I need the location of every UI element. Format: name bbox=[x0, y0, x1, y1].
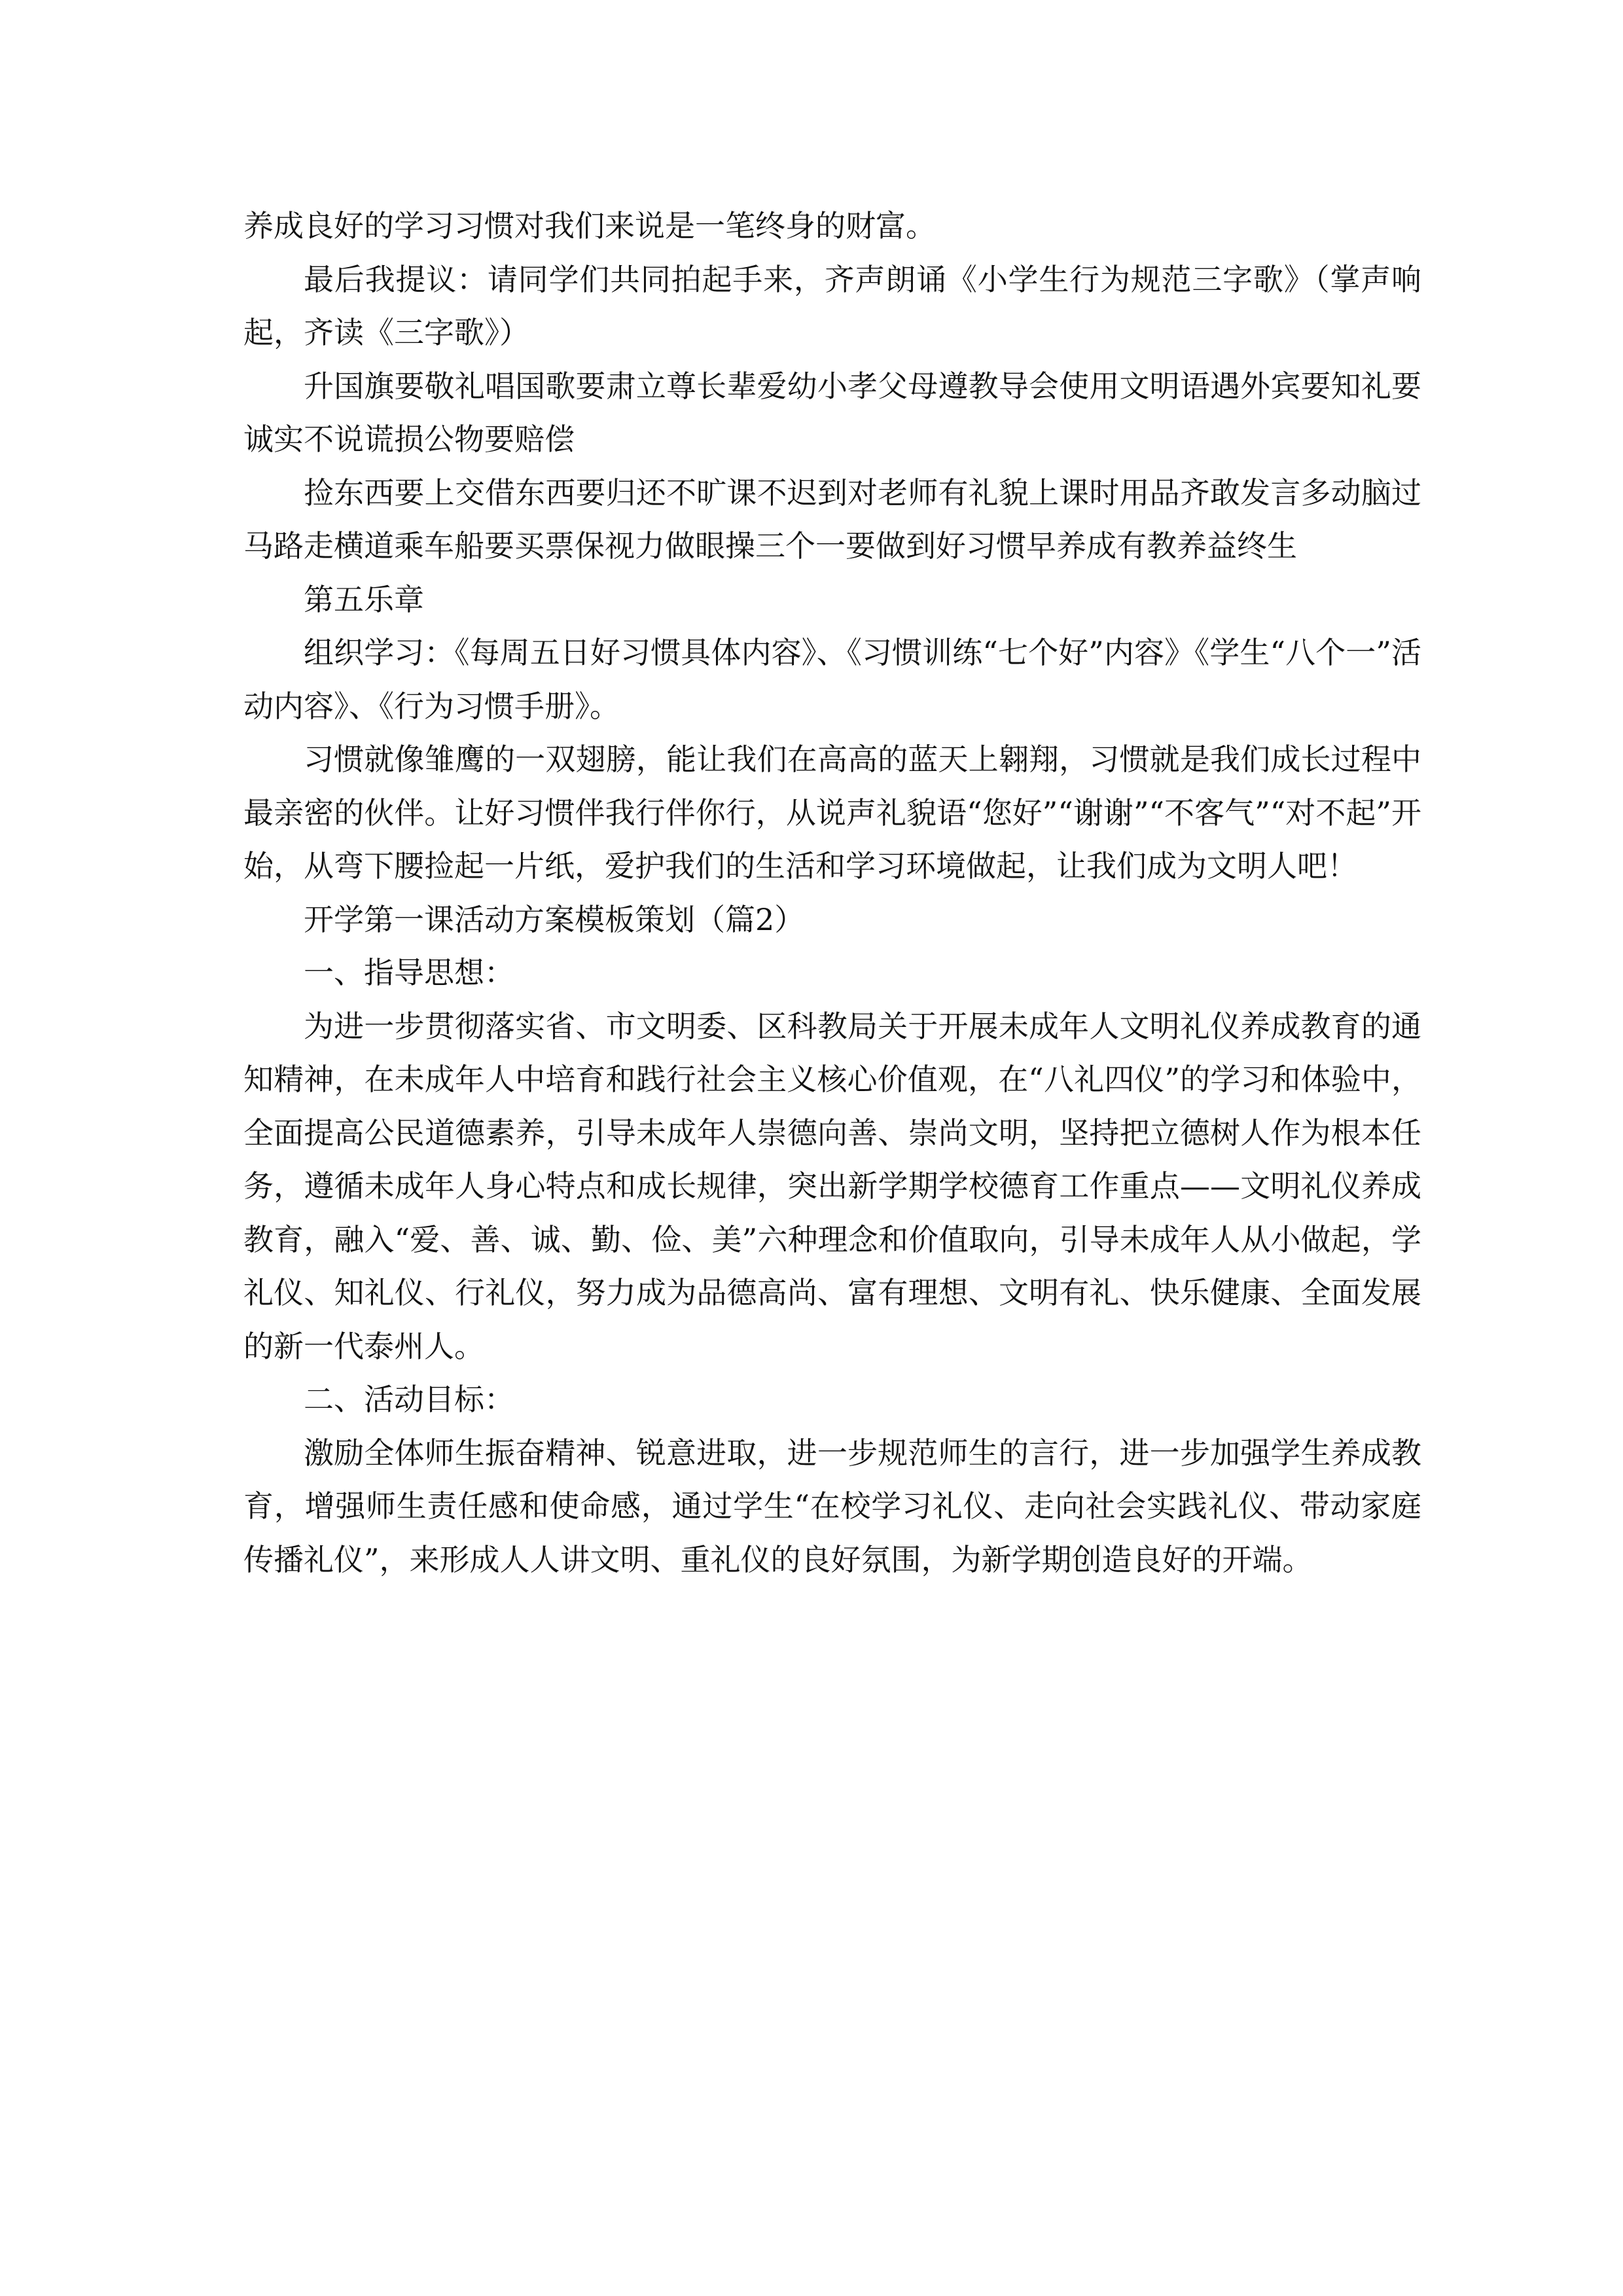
paragraph-4: 捡东西要上交借东西要归还不旷课不迟到对老师有礼貌上课时用品齐敢发言多动脑过马路走横道乘车船要买票保视力做眼操三个一要做到好习惯早养成有教养益终生 bbox=[243, 475, 1421, 564]
paragraph-2: 最后我提议：请同学们共同拍起手来，齐声朗诵《小学生行为规范三字歌》（掌声响起，齐读《三字歌》） bbox=[243, 261, 1421, 350]
heading-guiding-ideology: 一、指导思想： bbox=[304, 955, 514, 990]
section-heading-fifth-movement: 第五乐章 bbox=[304, 581, 424, 617]
document-body bbox=[243, 200, 1421, 1587]
heading-activity-goals: 二、活动目标： bbox=[304, 1382, 514, 1417]
section-title-part-2: 开学第一课活动方案模板策划（篇2） bbox=[304, 901, 805, 937]
paragraph-10: 为进一步贯彻落实省、市文明委、区科教局关于开展未成年人文明礼仪养成教育的通知精神，在未成年人中培育和践行社会主义核心价值观，在“八礼四仪”的学习和体验中，全面提高公民道德素养，引导未成年人崇德向善、崇尚文明，坚持把立德树人作为根本任务，遵循未成年人身心特点和成长规律，突出新学期学校德育工作重点——文明礼仪养成教育，融入“爱、善、诚、勤、俭、美”六种理念和价值取向，引导未成年人从小做起，学礼仪、知礼仪、行礼仪，努力成为品德高尚、富有理想、文明有礼、快乐健康、全面发展的新一代泰州人。 bbox=[243, 1008, 1421, 1364]
paragraph-12: 激励全体师生振奋精神、锐意进取，进一步规范师生的言行，进一步加强学生养成教育，增强师生责任感和使命感，通过学生“在校学习礼仪、走向社会实践礼仪、带动家庭传播礼仪”，来形成人人讲文明、重礼仪的良好氛围，为新学期创造良好的开端。 bbox=[243, 1435, 1421, 1577]
paragraph-6: 组织学习：《每周五日好习惯具体内容》、《习惯训练“七个好”内容》《学生“八个一”活动内容》、《行为习惯手册》。 bbox=[243, 635, 1421, 724]
paragraph-3: 升国旗要敬礼唱国歌要肃立尊长辈爱幼小孝父母遵教导会使用文明语遇外宾要知礼要诚实不说谎损公物要赔偿 bbox=[243, 368, 1421, 457]
paragraph-1: 养成良好的学习习惯对我们来说是一笔终身的财富。 bbox=[243, 208, 936, 243]
paragraph-7: 习惯就像雏鹰的一双翅膀，能让我们在高高的蓝天上翱翔，习惯就是我们成长过程中最亲密的伙伴。让好习惯伴我行伴你行，从说声礼貌语“您好”“谢谢”“不客气”“对不起”开始，从弯下腰捡起一片纸，爱护我们的生活和学习环境做起，让我们成为文明人吧！ bbox=[243, 742, 1421, 884]
